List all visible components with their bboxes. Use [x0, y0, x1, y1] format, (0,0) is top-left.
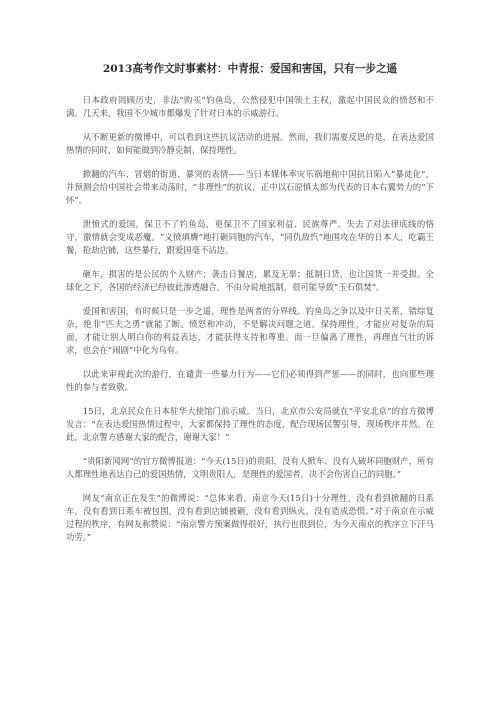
paragraph-8: 15日，北京民众在日本驻华大使馆门前示威。当日，北京市公安局就在“平安北京”的官方微博发言：“在表达爱国热情过程中，大家都保持了理性的态度，配合现场民警引导，现场秩序井然。在此，北京警方感谢大家的配合，谢谢大家！”	[66, 406, 434, 442]
paragraph-2: 从不断更新的微博中，可以看到这些抗议活动的进展。然而，我们需要反思的是，在表达爱国热情的同时，如何能做到冷静克制、保持理性。	[66, 132, 434, 155]
paragraph-1: 日本政府罔顾历史，非法“购买”钓鱼岛，公然侵犯中国领土主权，激起中国民众的愤怒和不满。几天来，我国不少城市都爆发了针对日本的示威游行。	[66, 95, 434, 118]
paragraph-10: 网友“南京正在发生”的微博说：“总体来看，南京今天(15日)十分理性，没有看到掀翻的日系车，没有看到日系车被包围，没有看到店铺被砸，没有看到纵火，没有造成恐慌。”对于南京在示威过程的秩序，有网友称赞说：“南京警方预案做得很好，执行也很到位，为今天南京的秩序立下汗马功劳。”	[66, 493, 434, 542]
paragraph-3: 掀翻的汽车、冒烟的街道、暴突的表情——当日本媒体率灾乐祸地称中国抗日陷入“暴徒化”，并预测会给中国社会带来动荡时，“非理性”的抗议，正中以石原慎太郎为代表的日本右翼势力的“下怀”。	[66, 169, 434, 205]
paragraph-7: 以此来审视此次的游行，在谴责一些暴力行为——它们必须得到严惩——的同时，也向那些理性的参与者致敬。	[66, 369, 434, 392]
paragraph-9: “贵阳新闻网”的官方微博报道：“今天(15日)的贵阳，没有人掀车、没有人破坏同胞财产，所有人都理性地表达自己的爱国热情，文明贵阳人，是理性的爱国者，决不会伤害自己的同胞。”	[66, 456, 434, 479]
paragraph-4: 泄愤式的爱国，保卫不了钓鱼岛，更保卫不了国家利益、民族尊严。失去了对法律底线的恪守，激情就会变成恶魔。“义愤填膺”地打砸同胞的汽车，“同仇敌忾”地围攻在华的日本人，吃霸王餐，抢劫店铺，这些暴行，跟爱国毫不沾边。	[66, 219, 434, 255]
document-title: 2013高考作文时事素材：中青报：爱国和害国，只有一步之遥	[102, 63, 398, 75]
paragraph-6: 爱国和害国，有时候只是一步之遥，理性是两者的分界线。钓鱼岛之争以及中日关系，错综复杂，绝非“匹夫之勇”就能了断。愤怒和冲动，不是解决问题之道。保持理性，才能应对复杂的局面，才能让别人明白你的利益表达，才能获得支持和尊重。而一旦偏离了理性，再理直气壮的诉求，也会在“闹剧”中化为乌有。	[66, 306, 434, 355]
paragraph-5: 砸车，损害的是公民的个人财产；袭击日餐店，累及无辜；抵制日货，也让国货一并受损。全球化之下，各国的经济已经彼此渗透融合，不由分说地抵制，很可能导致“玉石俱焚”。	[66, 269, 434, 292]
